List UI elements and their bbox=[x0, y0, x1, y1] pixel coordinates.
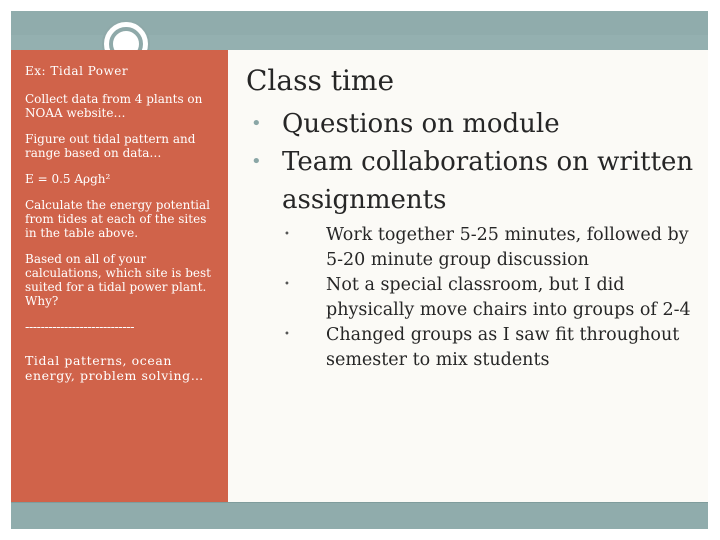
sub-bullet-text: Not a special classroom, but I did physically move chairs into groups of 2-4 bbox=[326, 275, 691, 320]
bottom-band bbox=[11, 502, 708, 529]
bullet-dot-icon: • bbox=[251, 151, 262, 172]
bullet-item bbox=[246, 105, 696, 143]
bullet-text: Team collaborations on written assignments bbox=[282, 147, 694, 215]
sub-bullet-list bbox=[246, 223, 696, 373]
bullet-dot-icon: • bbox=[251, 113, 262, 134]
sub-bullet-text: Changed groups as I saw fit throughout semester to mix students bbox=[326, 325, 680, 370]
sidebar-paragraph: Based on all of your calculations, which site is best suited for a tidal power plant. Why? bbox=[25, 252, 211, 308]
bullet-text: Questions on module bbox=[282, 109, 560, 139]
sidebar-footer: Tidal patterns, ocean energy, problem solving… bbox=[25, 353, 204, 383]
sub-bullet-dot-icon: • bbox=[284, 229, 290, 240]
slide-title: Class time bbox=[246, 64, 395, 97]
sidebar-formula: E = 0.5 Aρgh² bbox=[25, 172, 111, 186]
sub-bullet-text: Work together 5-25 minutes, followed by 5-20 minute group discussion bbox=[326, 225, 689, 270]
sidebar-paragraph: Figure out tidal pattern and range based on data… bbox=[25, 132, 196, 160]
slide-bottom-line bbox=[11, 502, 708, 503]
sub-bullet-item bbox=[246, 323, 696, 373]
sidebar-divider: ---------------------------- bbox=[25, 320, 134, 335]
sub-bullet-item bbox=[246, 273, 696, 323]
sidebar-title: Ex: Tidal Power bbox=[25, 64, 129, 78]
bullet-item bbox=[246, 143, 696, 219]
sidebar-paragraph: Calculate the energy potential from tides at each of the sites in the table above. bbox=[25, 198, 210, 240]
sub-bullet-dot-icon: • bbox=[284, 279, 290, 290]
sub-bullet-dot-icon: • bbox=[284, 329, 290, 340]
sub-bullet-item bbox=[246, 223, 696, 273]
sidebar-panel bbox=[11, 50, 228, 502]
main-content bbox=[246, 64, 696, 373]
sidebar-paragraph: Collect data from 4 plants on NOAA website… bbox=[25, 92, 203, 120]
